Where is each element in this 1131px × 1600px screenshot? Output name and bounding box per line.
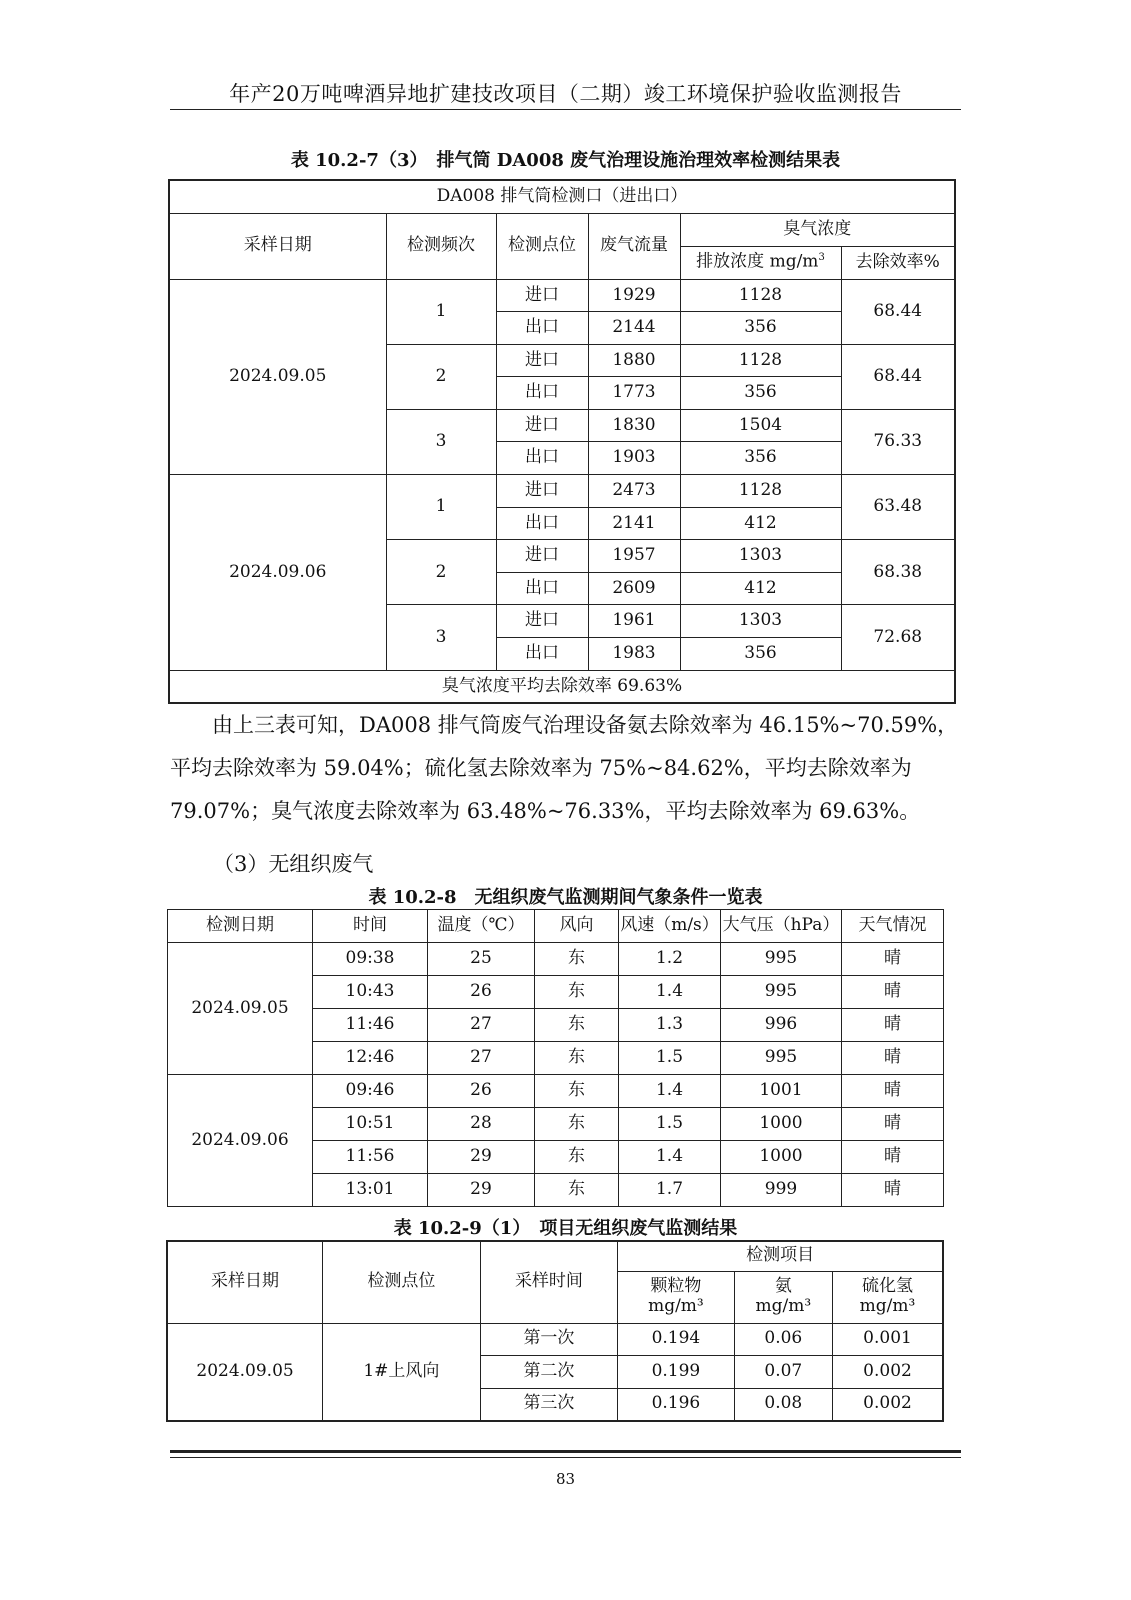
weather-cell: 东 bbox=[535, 1075, 619, 1108]
weather-cell: 东 bbox=[535, 1042, 619, 1075]
table-row bbox=[167, 1323, 943, 1356]
result-cell: 0.07 bbox=[734, 1356, 832, 1389]
weather-cell: 25 bbox=[428, 943, 535, 976]
point-cell: 进口 bbox=[496, 605, 588, 638]
result-cell: 0.194 bbox=[618, 1323, 734, 1356]
item-name: 硫化氢 bbox=[862, 1276, 913, 1297]
table1-col-freq: 检测频次 bbox=[386, 213, 496, 279]
weather-cell: 29 bbox=[428, 1141, 535, 1174]
item-unit: mg/m³ bbox=[755, 1296, 812, 1316]
weather-cell: 29 bbox=[428, 1174, 535, 1207]
summary-line-2: 平均去除效率为 59.04%；硫化氢去除效率为 75%~84.62%，平均去除效率为 bbox=[170, 756, 912, 780]
running-header: 年产20万吨啤酒异地扩建技改项目（二期）竣工环境保护验收监测报告 bbox=[229, 82, 902, 106]
table-fugitive-results bbox=[166, 1240, 944, 1422]
table1-caption: 表 10.2-7（3） 排气筒 DA008 废气治理设施治理效率检测结果表 bbox=[290, 150, 841, 171]
freq-cell: 3 bbox=[386, 605, 496, 670]
result-cell: 0.199 bbox=[618, 1356, 734, 1389]
conc-cell: 356 bbox=[680, 377, 841, 410]
page-number: 83 bbox=[555, 1470, 576, 1488]
table-row bbox=[168, 943, 944, 976]
weather-cell: 晴 bbox=[842, 1174, 944, 1207]
table-efficiency bbox=[168, 179, 956, 704]
freq-cell: 1 bbox=[386, 475, 496, 540]
table-row bbox=[169, 475, 955, 508]
weather-cell: 995 bbox=[721, 943, 842, 976]
point-cell: 进口 bbox=[496, 540, 588, 573]
weather-cell: 1.4 bbox=[619, 976, 721, 1009]
date-cell: 2024.09.06 bbox=[168, 1075, 313, 1207]
weather-cell: 27 bbox=[428, 1042, 535, 1075]
table2-header-cell: 风速（m/s） bbox=[619, 910, 721, 943]
summary-line-3: 79.07%；臭气浓度去除效率为 63.48%~76.33%，平均去除效率为 69.63%。 bbox=[170, 799, 921, 823]
table2-header-cell: 检测日期 bbox=[168, 910, 313, 943]
point-cell: 进口 bbox=[496, 475, 588, 508]
point-cell: 出口 bbox=[496, 442, 588, 475]
point-cell: 出口 bbox=[496, 507, 588, 540]
flow-cell: 1880 bbox=[588, 344, 680, 377]
weather-cell: 晴 bbox=[842, 1042, 944, 1075]
item-unit: mg/m³ bbox=[648, 1296, 704, 1316]
conc-cell: 356 bbox=[680, 638, 841, 671]
table1-col-eff: 去除效率% bbox=[841, 246, 955, 279]
table2-header-cell: 时间 bbox=[313, 910, 428, 943]
table2-header-cell: 天气情况 bbox=[842, 910, 944, 943]
weather-cell: 1001 bbox=[721, 1075, 842, 1108]
table2-header-cell: 风向 bbox=[535, 910, 619, 943]
weather-cell: 999 bbox=[721, 1174, 842, 1207]
weather-cell: 1.4 bbox=[619, 1075, 721, 1108]
conc-cell: 1504 bbox=[680, 409, 841, 442]
conc-cell: 356 bbox=[680, 442, 841, 475]
freq-cell: 2 bbox=[386, 540, 496, 605]
result-cell: 0.08 bbox=[734, 1388, 832, 1421]
table1-col-point: 检测点位 bbox=[496, 213, 588, 279]
weather-cell: 1.5 bbox=[619, 1108, 721, 1141]
table1-col-conc-text: 排放浓度 mg/m bbox=[696, 252, 819, 273]
table3-col-group: 检测项目 bbox=[618, 1241, 943, 1271]
flow-cell: 2144 bbox=[588, 312, 680, 345]
weather-cell: 09:38 bbox=[313, 943, 428, 976]
summary-paragraph bbox=[170, 704, 960, 833]
conc-cell: 1128 bbox=[680, 475, 841, 508]
point-cell: 进口 bbox=[496, 344, 588, 377]
weather-cell: 26 bbox=[428, 976, 535, 1009]
eff-cell: 72.68 bbox=[841, 605, 955, 670]
conc-cell: 412 bbox=[680, 572, 841, 605]
table3-item-header bbox=[618, 1271, 734, 1323]
flow-cell: 1983 bbox=[588, 638, 680, 671]
table3-caption: 表 10.2-9（1） 项目无组织废气监测结果 bbox=[393, 1218, 738, 1239]
point-cell: 进口 bbox=[496, 409, 588, 442]
table3-item-header bbox=[734, 1271, 832, 1323]
flow-cell: 1961 bbox=[588, 605, 680, 638]
summary-line-1: 由上三表可知，DA008 排气筒废气治理设备氨去除效率为 46.15%~70.59%， bbox=[212, 713, 959, 737]
weather-cell: 晴 bbox=[842, 1141, 944, 1174]
table1-top-header: DA008 排气筒检测口（进出口） bbox=[169, 180, 955, 213]
point-cell: 出口 bbox=[496, 377, 588, 410]
weather-cell: 10:51 bbox=[313, 1108, 428, 1141]
date-cell: 2024.09.05 bbox=[167, 1323, 323, 1421]
flow-cell: 1830 bbox=[588, 409, 680, 442]
freq-cell: 1 bbox=[386, 279, 496, 344]
footer-rule-thin bbox=[170, 1457, 961, 1458]
weather-cell: 26 bbox=[428, 1075, 535, 1108]
weather-cell: 28 bbox=[428, 1108, 535, 1141]
table2-header-cell: 温度（℃） bbox=[428, 910, 535, 943]
result-cell: 0.06 bbox=[734, 1323, 832, 1356]
date-cell: 2024.09.05 bbox=[168, 943, 313, 1075]
result-cell: 第二次 bbox=[480, 1356, 618, 1389]
weather-cell: 晴 bbox=[842, 976, 944, 1009]
weather-cell: 27 bbox=[428, 1009, 535, 1042]
item-name: 氨 bbox=[774, 1276, 792, 1297]
table3-item-header bbox=[833, 1271, 943, 1323]
table1-footer: 臭气浓度平均去除效率 69.63% bbox=[169, 670, 955, 703]
result-cell: 0.002 bbox=[833, 1356, 943, 1389]
item-name: 颗粒物 bbox=[650, 1276, 702, 1297]
flow-cell: 1929 bbox=[588, 279, 680, 312]
flow-cell: 1957 bbox=[588, 540, 680, 573]
weather-cell: 13:01 bbox=[313, 1174, 428, 1207]
weather-cell: 东 bbox=[535, 1009, 619, 1042]
weather-cell: 东 bbox=[535, 1174, 619, 1207]
weather-cell: 1000 bbox=[721, 1108, 842, 1141]
weather-cell: 东 bbox=[535, 1141, 619, 1174]
weather-cell: 晴 bbox=[842, 1075, 944, 1108]
eff-cell: 68.38 bbox=[841, 540, 955, 605]
table1-col-conc-sup: 3 bbox=[818, 252, 825, 264]
eff-cell: 76.33 bbox=[841, 409, 955, 474]
table1-col-flow: 废气流量 bbox=[588, 213, 680, 279]
weather-cell: 东 bbox=[535, 1108, 619, 1141]
table-weather bbox=[167, 909, 944, 1207]
table2-header-cell: 大气压（hPa） bbox=[721, 910, 842, 943]
flow-cell: 1773 bbox=[588, 377, 680, 410]
table3-col-date: 采样日期 bbox=[167, 1241, 323, 1323]
item-unit: mg/m³ bbox=[859, 1296, 916, 1316]
eff-cell: 63.48 bbox=[841, 475, 955, 540]
weather-cell: 12:46 bbox=[313, 1042, 428, 1075]
weather-cell: 1.2 bbox=[619, 943, 721, 976]
footer-rule-thick bbox=[170, 1450, 961, 1453]
conc-cell: 1128 bbox=[680, 344, 841, 377]
weather-cell: 1000 bbox=[721, 1141, 842, 1174]
weather-cell: 995 bbox=[721, 976, 842, 1009]
date-cell: 2024.09.05 bbox=[169, 279, 386, 475]
weather-cell: 晴 bbox=[842, 943, 944, 976]
point-cell: 出口 bbox=[496, 638, 588, 671]
table-row bbox=[169, 279, 955, 312]
conc-cell: 412 bbox=[680, 507, 841, 540]
conc-cell: 1128 bbox=[680, 279, 841, 312]
table2-caption: 表 10.2-8 无组织废气监测期间气象条件一览表 bbox=[368, 887, 763, 908]
freq-cell: 3 bbox=[386, 409, 496, 474]
table3-col-point: 检测点位 bbox=[323, 1241, 481, 1323]
flow-cell: 2141 bbox=[588, 507, 680, 540]
result-cell: 0.001 bbox=[833, 1323, 943, 1356]
point-cell: 出口 bbox=[496, 312, 588, 345]
result-cell: 0.002 bbox=[833, 1388, 943, 1421]
weather-cell: 11:56 bbox=[313, 1141, 428, 1174]
table-row bbox=[168, 1075, 944, 1108]
weather-cell: 东 bbox=[535, 976, 619, 1009]
flow-cell: 2609 bbox=[588, 572, 680, 605]
point-cell: 进口 bbox=[496, 279, 588, 312]
table1-col-group: 臭气浓度 bbox=[680, 213, 955, 246]
weather-cell: 1.3 bbox=[619, 1009, 721, 1042]
header-rule bbox=[170, 109, 961, 110]
table3-col-time: 采样时间 bbox=[480, 1241, 618, 1323]
weather-cell: 11:46 bbox=[313, 1009, 428, 1042]
weather-cell: 晴 bbox=[842, 1108, 944, 1141]
point-cell: 1#上风向 bbox=[323, 1323, 481, 1421]
weather-cell: 10:43 bbox=[313, 976, 428, 1009]
result-cell: 第一次 bbox=[480, 1323, 618, 1356]
weather-cell: 996 bbox=[721, 1009, 842, 1042]
flow-cell: 1903 bbox=[588, 442, 680, 475]
freq-cell: 2 bbox=[386, 344, 496, 409]
table1-col-date: 采样日期 bbox=[169, 213, 386, 279]
eff-cell: 68.44 bbox=[841, 279, 955, 344]
result-cell: 0.196 bbox=[618, 1388, 734, 1421]
weather-cell: 1.5 bbox=[619, 1042, 721, 1075]
weather-cell: 东 bbox=[535, 943, 619, 976]
table1-col-conc bbox=[680, 246, 841, 279]
weather-cell: 09:46 bbox=[313, 1075, 428, 1108]
conc-cell: 1303 bbox=[680, 540, 841, 573]
weather-cell: 995 bbox=[721, 1042, 842, 1075]
date-cell: 2024.09.06 bbox=[169, 475, 386, 671]
eff-cell: 68.44 bbox=[841, 344, 955, 409]
point-cell: 出口 bbox=[496, 572, 588, 605]
weather-cell: 晴 bbox=[842, 1009, 944, 1042]
section-heading: （3）无组织废气 bbox=[213, 852, 374, 876]
conc-cell: 356 bbox=[680, 312, 841, 345]
weather-cell: 1.4 bbox=[619, 1141, 721, 1174]
weather-cell: 1.7 bbox=[619, 1174, 721, 1207]
flow-cell: 2473 bbox=[588, 475, 680, 508]
conc-cell: 1303 bbox=[680, 605, 841, 638]
result-cell: 第三次 bbox=[480, 1388, 618, 1421]
